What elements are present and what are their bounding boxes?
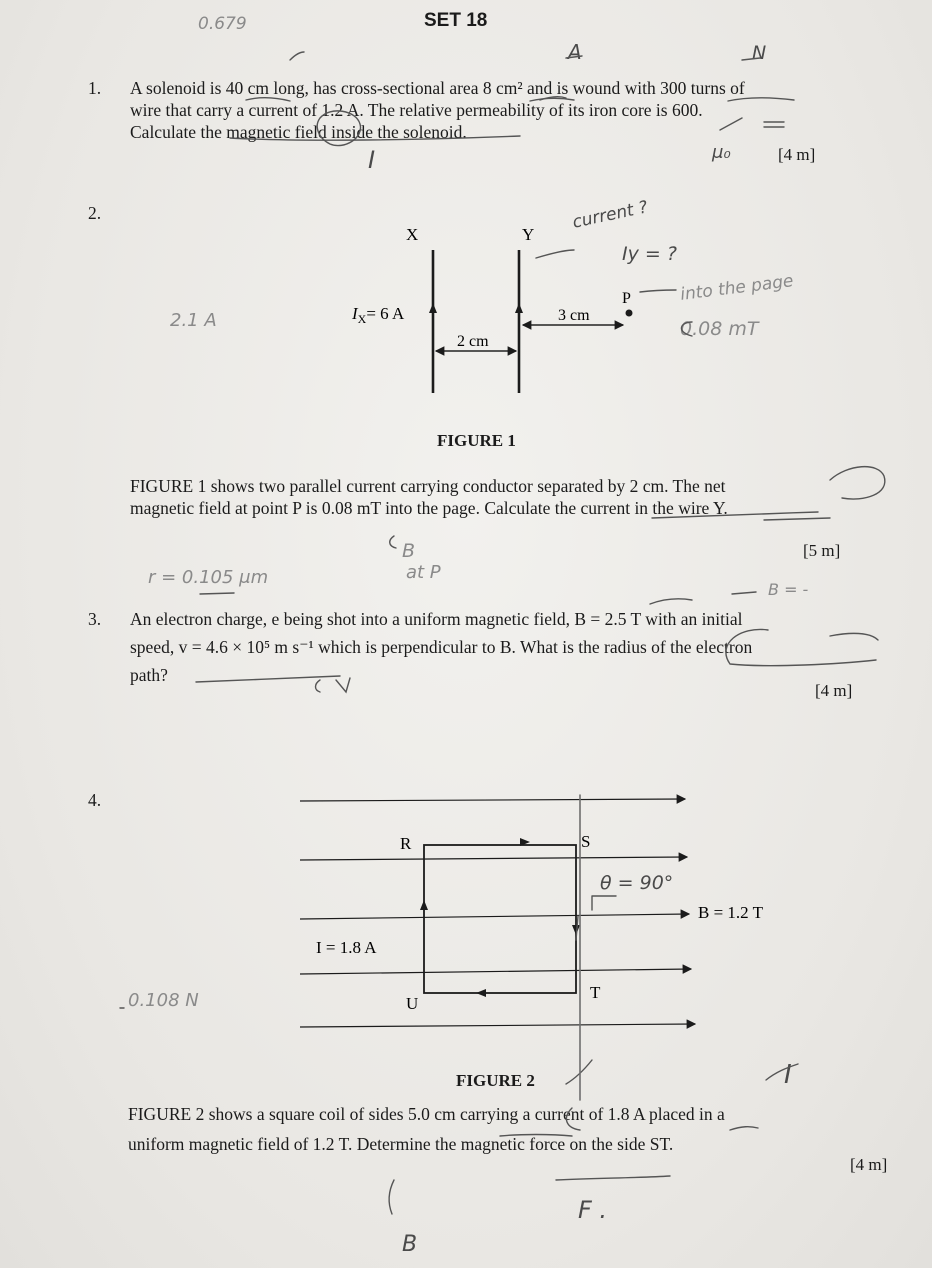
question-number: 1. bbox=[88, 78, 102, 98]
corner-u-label: U bbox=[406, 994, 419, 1013]
pen-stroke bbox=[592, 896, 616, 910]
pen-underline bbox=[500, 1135, 572, 1137]
field-strength-label: B = 1.2 T bbox=[698, 903, 764, 922]
wire-y-label: Y bbox=[522, 225, 535, 244]
handwritten-note: B bbox=[402, 1232, 418, 1257]
distance-label: 3 cm bbox=[558, 307, 590, 324]
question-text-line: FIGURE 2 shows a square coil of sides 5.0 cm carrying a current of 1.8 A placed in a bbox=[128, 1104, 725, 1124]
pen-underline bbox=[200, 593, 234, 594]
pen-stroke bbox=[316, 680, 321, 692]
handwritten-note: I bbox=[784, 1060, 792, 1090]
question-text-line: uniform magnetic field of 1.2 T. Determine the magnetic force on the side ST. bbox=[128, 1134, 674, 1154]
pen-underline bbox=[530, 98, 574, 101]
handwritten-note: I bbox=[368, 146, 376, 174]
marks-label: [4 m] bbox=[815, 681, 853, 700]
pen-underline bbox=[556, 1176, 670, 1180]
pen-stroke bbox=[720, 118, 742, 130]
separation-label: 2 cm bbox=[457, 333, 489, 350]
question-text-line: Calculate the magnetic field inside the solenoid. bbox=[130, 122, 467, 142]
pen-stroke bbox=[390, 536, 396, 548]
wire-x-label: X bbox=[406, 225, 419, 244]
corner-s-label: S bbox=[581, 832, 591, 851]
pen-underline bbox=[764, 518, 830, 520]
pen-stroke bbox=[336, 678, 350, 692]
current-x-label: $I_X= 6$ A bbox=[352, 304, 405, 326]
handwritten-note: 0.108 N bbox=[128, 990, 199, 1011]
point-p-label: P bbox=[622, 290, 631, 307]
handwritten-note: 2.1 A bbox=[170, 310, 217, 331]
pen-underline bbox=[730, 1127, 758, 1130]
question-text-line: path? bbox=[130, 665, 168, 685]
question-number: 2. bbox=[88, 203, 102, 223]
question-text-line: An electron charge, e being shot into a uniform magnetic field, B = 2.5 T with an initial bbox=[130, 609, 743, 629]
coil-current-label: I = 1.8 A bbox=[316, 938, 377, 957]
set-title: SET 18 bbox=[424, 10, 488, 31]
marks-label: [5 m] bbox=[803, 541, 841, 560]
pen-stroke bbox=[742, 58, 760, 60]
handwritten-note: 0.679 bbox=[198, 14, 247, 34]
handwritten-note: F . bbox=[578, 1196, 608, 1224]
handwritten-note: B bbox=[402, 540, 416, 562]
pen-stroke bbox=[290, 52, 304, 60]
question-text-line: A solenoid is 40 cm long, has cross-sectional area 8 cm² and is wound with 300 turns of bbox=[130, 78, 745, 98]
pen-stroke bbox=[732, 592, 756, 594]
pen-stroke bbox=[830, 633, 878, 640]
pen-stroke bbox=[566, 1060, 592, 1084]
pen-stroke bbox=[389, 1180, 394, 1214]
question-text-line: speed, v = 4.6 × 10⁵ m s⁻¹ which is perpendicular to B. What is the radius of the electron bbox=[130, 637, 753, 657]
marks-label: [4 m] bbox=[778, 145, 816, 164]
question-text-line: wire that carry a current of 1.2 A. The relative permeability of its iron core is 600. bbox=[130, 100, 703, 120]
pen-stroke bbox=[650, 599, 692, 604]
handwritten-note: Iy = ? bbox=[622, 243, 677, 265]
question-text-line: FIGURE 1 shows two parallel current carrying conductor separated by 2 cm. The net bbox=[130, 476, 726, 496]
question-text-line: magnetic field at point P is 0.08 mT into the page. Calculate the current in the wire Y. bbox=[130, 498, 728, 518]
pen-stroke bbox=[566, 56, 582, 58]
pen-underline bbox=[246, 98, 290, 101]
handwritten-note: at P bbox=[406, 562, 441, 583]
corner-t-label: T bbox=[590, 983, 601, 1002]
handwritten-note: A bbox=[568, 40, 582, 64]
handwritten-note: current ? bbox=[570, 197, 650, 233]
pen-underline bbox=[728, 98, 794, 101]
pen-stroke bbox=[640, 290, 676, 292]
corner-r-label: R bbox=[400, 834, 412, 853]
figure-1-caption: FIGURE 1 bbox=[437, 431, 516, 450]
handwritten-note: B = - bbox=[768, 580, 809, 599]
pen-stroke bbox=[764, 122, 784, 127]
pen-stroke bbox=[576, 916, 578, 940]
marks-label: [4 m] bbox=[850, 1155, 888, 1174]
pen-underline bbox=[652, 512, 818, 518]
figure-2-caption: FIGURE 2 bbox=[456, 1071, 535, 1090]
pen-stroke bbox=[766, 1064, 798, 1080]
handwritten-note: μ₀ bbox=[712, 142, 731, 163]
pen-stroke bbox=[681, 322, 692, 336]
question-number: 3. bbox=[88, 609, 102, 629]
handwritten-note: r = 0.105 μm bbox=[148, 567, 269, 588]
handwritten-note: into the page bbox=[679, 271, 795, 305]
handwritten-note: 0.08 mT bbox=[680, 318, 759, 340]
question-number: 4. bbox=[88, 790, 102, 810]
pen-stroke bbox=[566, 1108, 580, 1130]
pen-underline bbox=[230, 136, 520, 140]
handwritten-note: θ = 90° bbox=[600, 872, 674, 894]
handwritten-note: N bbox=[752, 42, 767, 64]
pen-circle bbox=[830, 467, 885, 499]
pen-circle bbox=[726, 629, 876, 665]
pen-stroke bbox=[536, 250, 574, 258]
